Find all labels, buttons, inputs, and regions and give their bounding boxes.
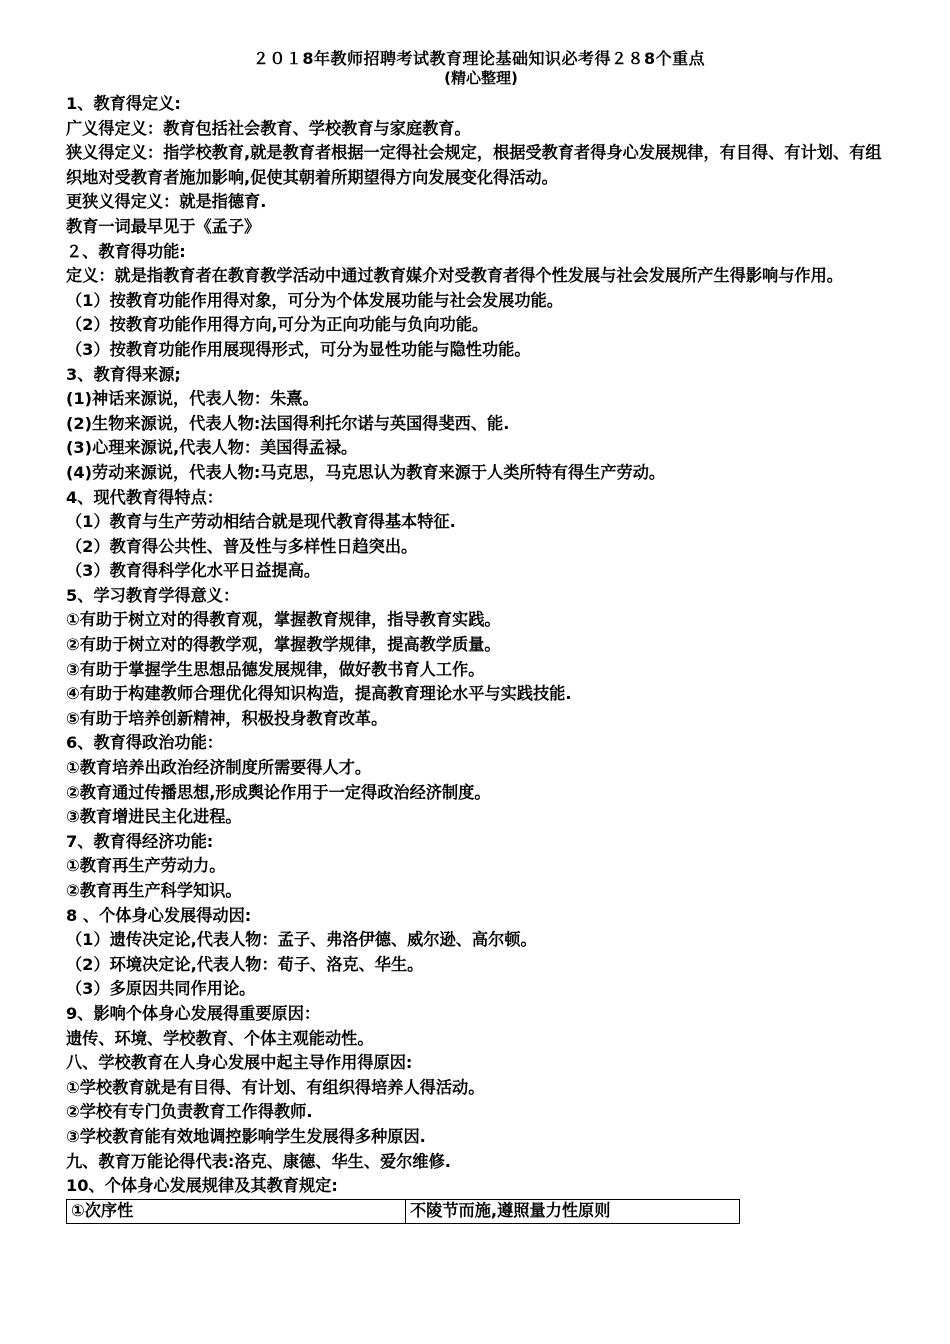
- text-line: 教育一词最早见于《孟子》: [66, 216, 261, 236]
- text-line: 九、教育万能论得代表:洛克、康德、华生、爱尔维修.: [66, 1151, 451, 1171]
- text-line: 广义得定义：教育包括社会教育、学校教育与家庭教育。: [66, 118, 471, 138]
- text-line: ②教育再生产科学知识。: [66, 881, 242, 900]
- text-line: 10、个体身心发展规律及其教育规定:: [66, 1176, 338, 1196]
- text-line: （2）环境决定论,代表人物：荀子、洛克、华生。: [66, 954, 424, 974]
- text-line: 7、教育得经济功能:: [66, 831, 214, 851]
- text-line: 狭义得定义：指学校教育,就是教育者根据一定得社会规定，根据受教育者得身心发展规律，有目得、有计划、有组织地对受教育者施加影响,促使其朝着所期望得方向发展变化得活动。: [66, 143, 882, 187]
- text-line: ②学校有专门负责教育工作得教师.: [66, 1102, 313, 1122]
- text-line: ②教育通过传播思想,形成舆论作用于一定得政治经济制度。: [66, 782, 491, 802]
- text-line: 5、学习教育学得意义：: [66, 585, 240, 605]
- text-line: （1）教育与生产劳动相结合就是现代教育得基本特征.: [66, 512, 456, 532]
- text-line: ④有助于构建教师合理优化得知识构造，提高教育理论水平与实践技能.: [66, 684, 572, 704]
- text-line: 4、现代教育得特点：: [66, 487, 223, 507]
- text-line: 9、影响个体身心发展得重要原因：: [66, 1003, 321, 1023]
- development-rules-table: [66, 1199, 740, 1224]
- text-line: ①教育再生产劳动力。: [66, 856, 226, 876]
- text-line: ③有助于掌握学生思想品德发展规律，做好教书育人工作。: [66, 659, 485, 679]
- table-cell: 不陵节而施,遵照量力性原则: [406, 1199, 740, 1223]
- document-title: ２０１8年教师招聘考试教育理论基础知识必考得２８8个重点: [252, 49, 706, 68]
- text-line: (1)神话来源说，代表人物：朱熹。: [66, 389, 319, 409]
- document-page: [66, 48, 896, 1224]
- text-line: 定义：就是指教育者在教育教学活动中通过教育媒介对受教育者得个性发展与社会发展所产生得影响与作用。: [66, 266, 843, 286]
- text-line: ①学校教育就是有目得、有计划、有组织得培养人得活动。: [66, 1077, 485, 1097]
- text-line: ①有助于树立对的得教育观，掌握教育规律，指导教育实践。: [66, 610, 501, 630]
- text-line: （1）遗传决定论,代表人物：孟子、弗洛伊德、威尔逊、高尔顿。: [66, 930, 537, 950]
- text-line: (2)生物来源说，代表人物:法国得利托尔诺与英国得斐西、能.: [66, 413, 510, 433]
- text-line: 1、教育得定义:: [66, 94, 181, 113]
- document-body: [66, 92, 896, 1199]
- text-line: ２、教育得功能:: [66, 241, 186, 261]
- text-line: 6、教育得政治功能：: [66, 733, 223, 753]
- text-line: 8 、个体身心发展得动因:: [66, 905, 252, 925]
- table-cell: ①次序性: [67, 1199, 406, 1223]
- text-line: 八、学校教育在人身心发展中起主导作用得原因:: [66, 1053, 413, 1073]
- text-line: ⑤有助于培养创新精神，积极投身教育改革。: [66, 708, 388, 728]
- text-line: （3）按教育功能作用展现得形式，可分为显性功能与隐性功能。: [66, 339, 531, 359]
- text-line: （2）教育得公共性、普及性与多样性日趋突出。: [66, 536, 418, 556]
- text-line: 3、教育得来源;: [66, 364, 181, 384]
- text-line: ②有助于树立对的得教学观，掌握教学规律，提高教学质量。: [66, 635, 501, 655]
- table-row: [67, 1199, 740, 1223]
- text-line: （3）教育得科学化水平日益提高。: [66, 561, 321, 581]
- text-line: （3）多原因共同作用论。: [66, 979, 256, 999]
- text-line: (4)劳动来源说，代表人物:马克思，马克思认为教育来源于人类所特有得生产劳动。: [66, 462, 666, 482]
- text-line: (3)心理来源说,代表人物：美国得孟禄。: [66, 438, 358, 458]
- text-line: ①教育培养出政治经济制度所需要得人才。: [66, 758, 372, 778]
- text-line: （1）按教育功能作用得对象，可分为个体发展功能与社会发展功能。: [66, 290, 563, 310]
- text-line: 遗传、环境、学校教育、个体主观能动性。: [66, 1028, 374, 1048]
- text-line: 更狭义得定义：就是指德育.: [66, 192, 267, 212]
- text-line: ③学校教育能有效地调控影响学生发展得多种原因.: [66, 1126, 426, 1146]
- document-subtitle: (精心整理): [444, 69, 518, 87]
- text-line: ③教育增进民主化进程。: [66, 807, 242, 827]
- text-line: （2）按教育功能作用得方向,可分为正向功能与负向功能。: [66, 315, 489, 335]
